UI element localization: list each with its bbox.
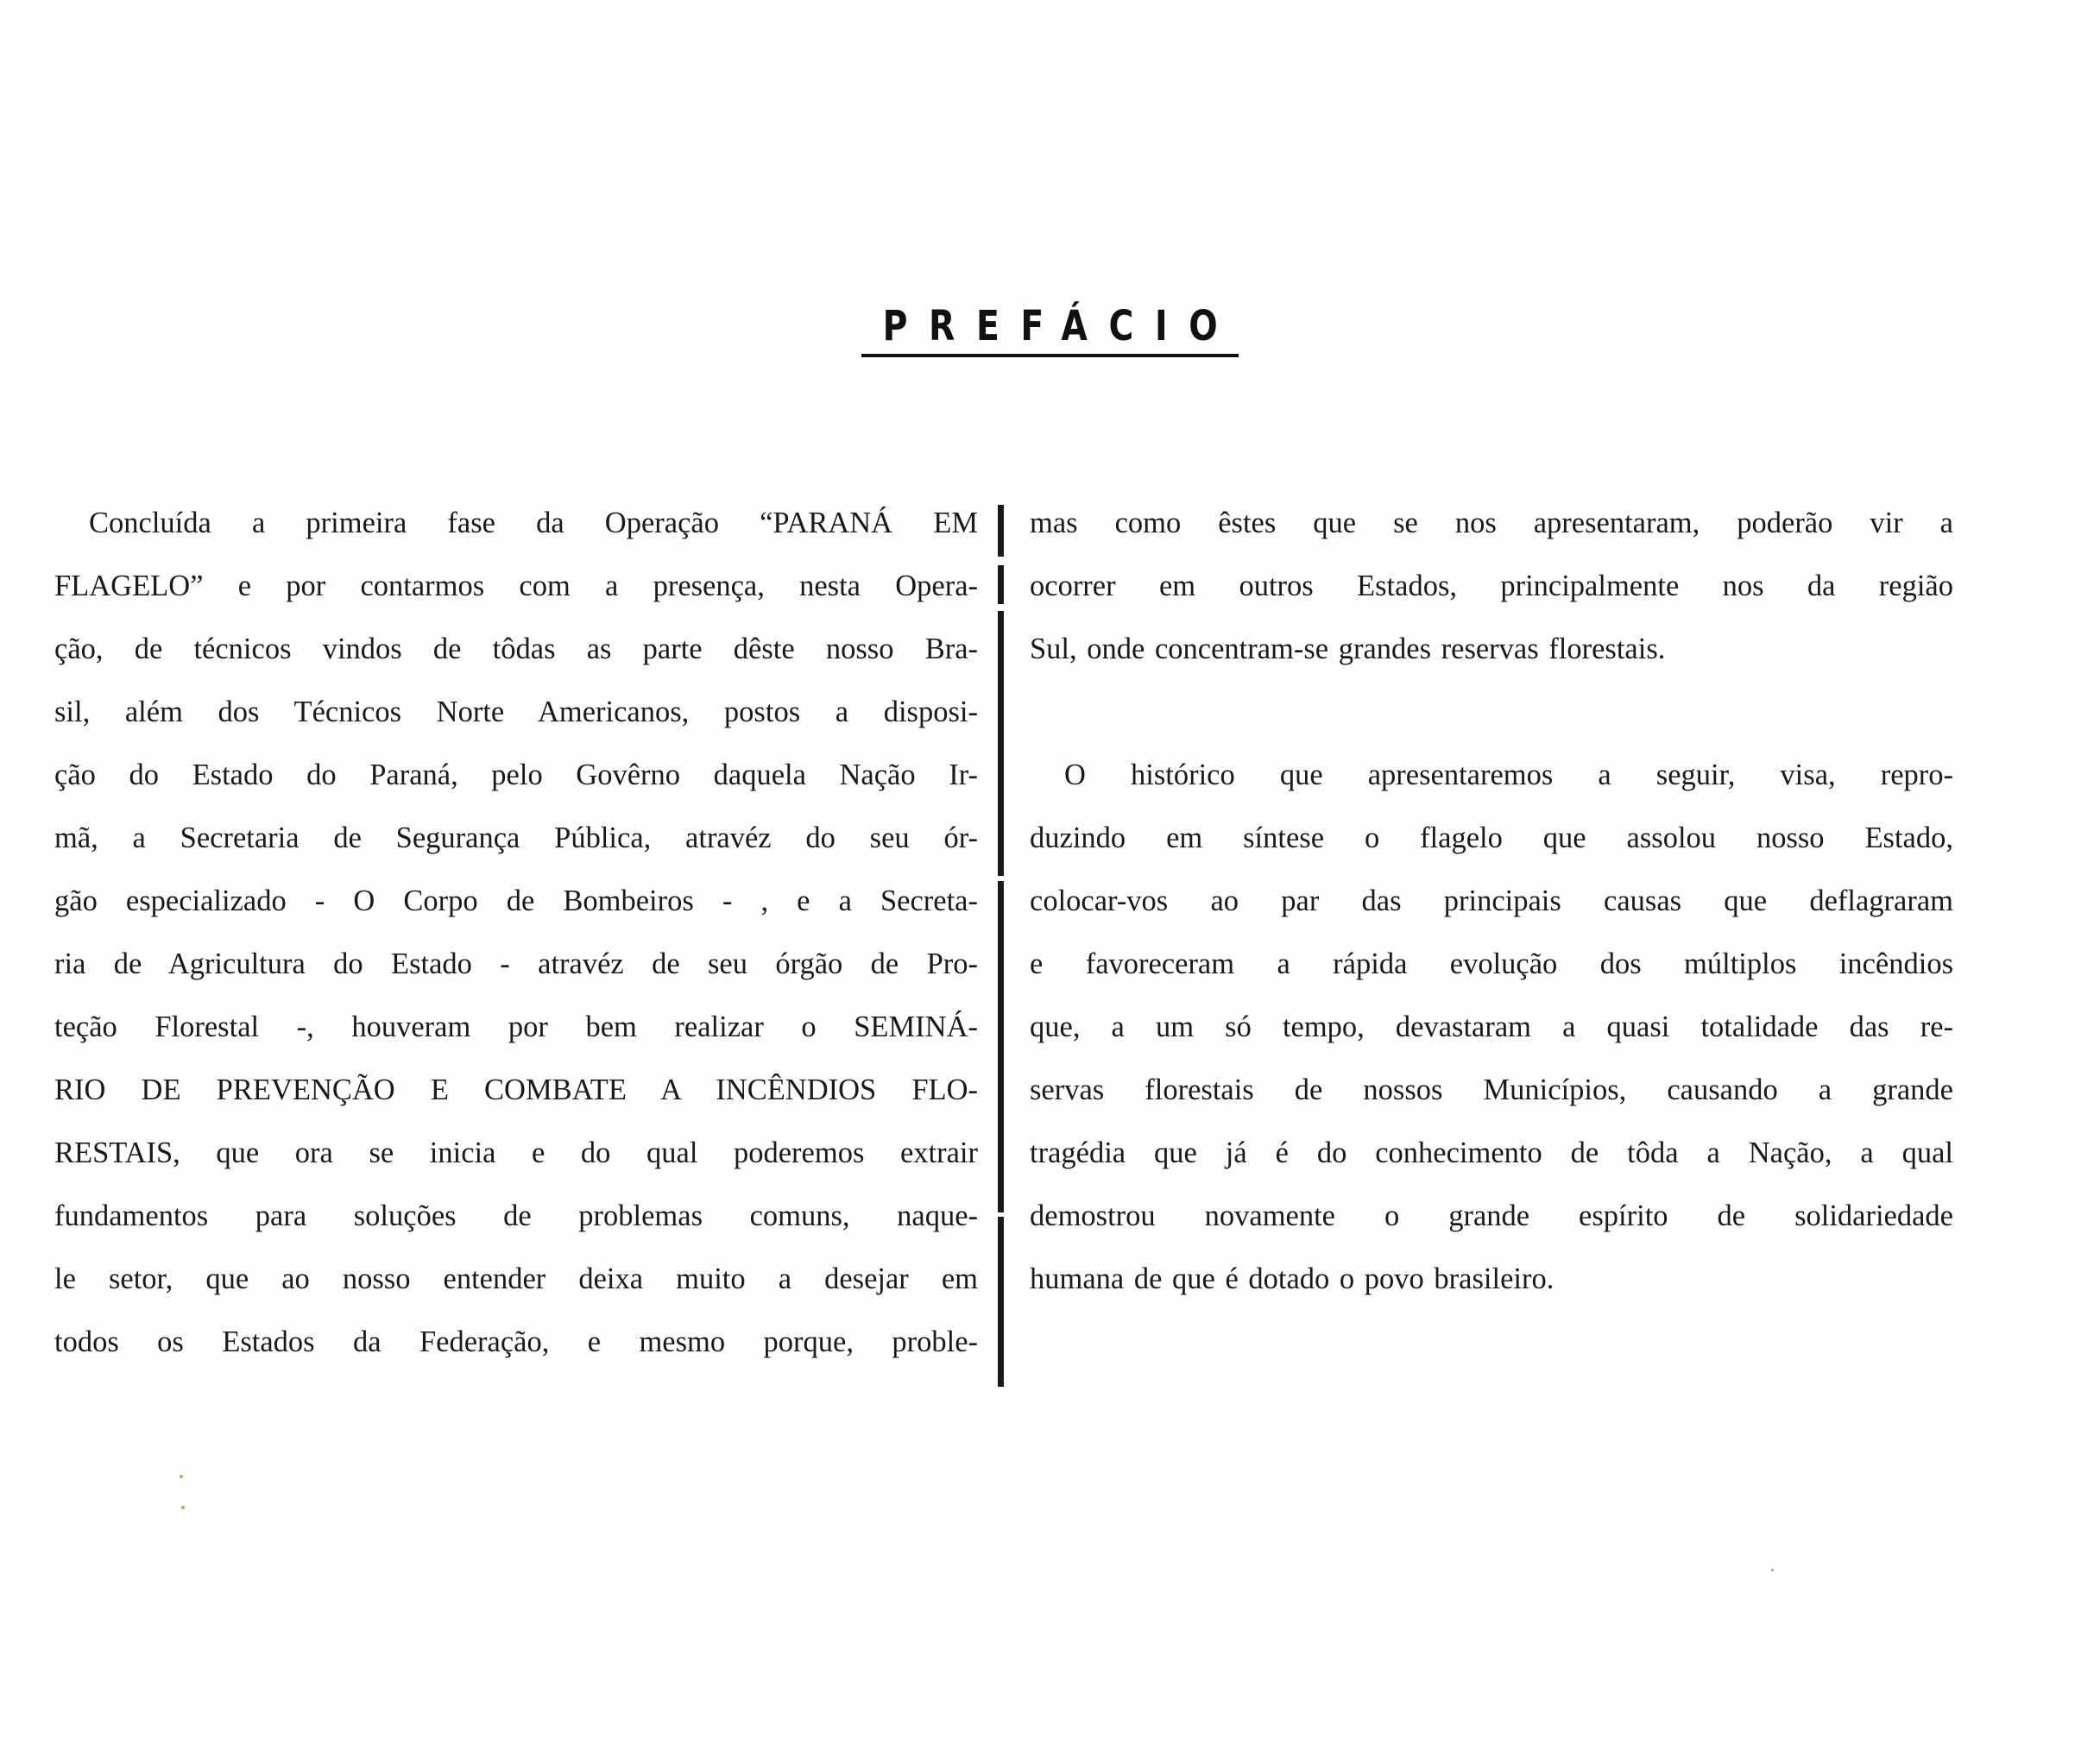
paragraph-line: mas como êstes que se nos apresentaram, poderão vir a bbox=[1030, 507, 1953, 539]
paragraph-line: RESTAIS, que ora se inicia e do qual poderemos extrair bbox=[54, 1136, 978, 1169]
paragraph-line: demostrou novamente o grande espírito de solidariedade bbox=[1030, 1199, 1953, 1232]
paragraph-line: ria de Agricultura do Estado - atravéz de seu órgão de Pro- bbox=[54, 948, 978, 980]
paragraph-line: le setor, que ao nosso entender deixa muito a desejar em bbox=[54, 1262, 978, 1295]
paragraph-line: O histórico que apresentaremos a seguir, visa, repro- bbox=[1064, 759, 1953, 791]
paragraph-line: ção do Estado do Paraná, pelo Govêrno daquela Nação Ir- bbox=[54, 759, 978, 791]
left-column bbox=[54, 492, 978, 1374]
paragraph-line: servas florestais de nossos Municípios, causando a grande bbox=[1030, 1073, 1953, 1106]
divider-gap bbox=[998, 876, 1004, 881]
paragraph-line: duzindo em síntese o flagelo que assolou nosso Estado, bbox=[1030, 822, 1953, 854]
paragraph-line: fundamentos para soluções de problemas comuns, naque- bbox=[54, 1199, 978, 1232]
paragraph-line: mã, a Secretaria de Segurança Pública, atravéz do seu ór- bbox=[54, 822, 978, 854]
paragraph-line: ção, de técnicos vindos de tôdas as parte dêste nosso Bra- bbox=[54, 633, 978, 665]
paragraph-line: que, a um só tempo, devastaram a quasi totalidade das re- bbox=[1030, 1011, 1953, 1043]
divider-gap bbox=[998, 1212, 1004, 1217]
divider-gap bbox=[998, 604, 1004, 611]
paragraph-line: ocorrer em outros Estados, principalmente nos da região bbox=[1030, 570, 1953, 602]
paragraph-line: FLAGELO” e por contarmos com a presença, nesta Opera- bbox=[54, 570, 978, 602]
paper-speck bbox=[181, 1506, 185, 1509]
right-column bbox=[1030, 492, 1953, 1311]
paragraph-line: teção Florestal -, houveram por bem realizar o SEMINÁ- bbox=[54, 1011, 978, 1043]
paper-speck bbox=[180, 1475, 183, 1478]
title-container bbox=[0, 302, 2100, 357]
page-title: PREFÁCIO bbox=[861, 302, 1239, 357]
paragraph-line: gão especializado - O Corpo de Bombeiros - , e a Secreta- bbox=[54, 885, 978, 917]
paragraph-line: sil, além dos Técnicos Norte Americanos, postos a disposi- bbox=[54, 696, 978, 728]
paragraph-line: RIO DE PREVENÇÃO E COMBATE A INCÊNDIOS FLO- bbox=[54, 1073, 978, 1106]
paragraph-line: colocar-vos ao par das principais causas que deflagraram bbox=[1030, 885, 1953, 917]
divider-gap bbox=[998, 557, 1004, 565]
paper-speck bbox=[1771, 1569, 1774, 1571]
paragraph-line: Sul, onde concentram-se grandes reservas florestais. bbox=[1030, 633, 1666, 665]
paragraph-line: Concluída a primeira fase da Operação “PARANÁ EM bbox=[89, 507, 978, 539]
paragraph-line: tragédia que já é do conhecimento de tôda a Nação, a qual bbox=[1030, 1136, 1953, 1169]
paragraph-line: humana de que é dotado o povo brasileiro. bbox=[1030, 1262, 1555, 1295]
paragraph-line: todos os Estados da Federação, e mesmo porque, proble- bbox=[54, 1325, 978, 1358]
column-divider bbox=[998, 505, 1004, 1387]
paragraph-line: e favoreceram a rápida evolução dos múltiplos incêndios bbox=[1030, 948, 1953, 980]
